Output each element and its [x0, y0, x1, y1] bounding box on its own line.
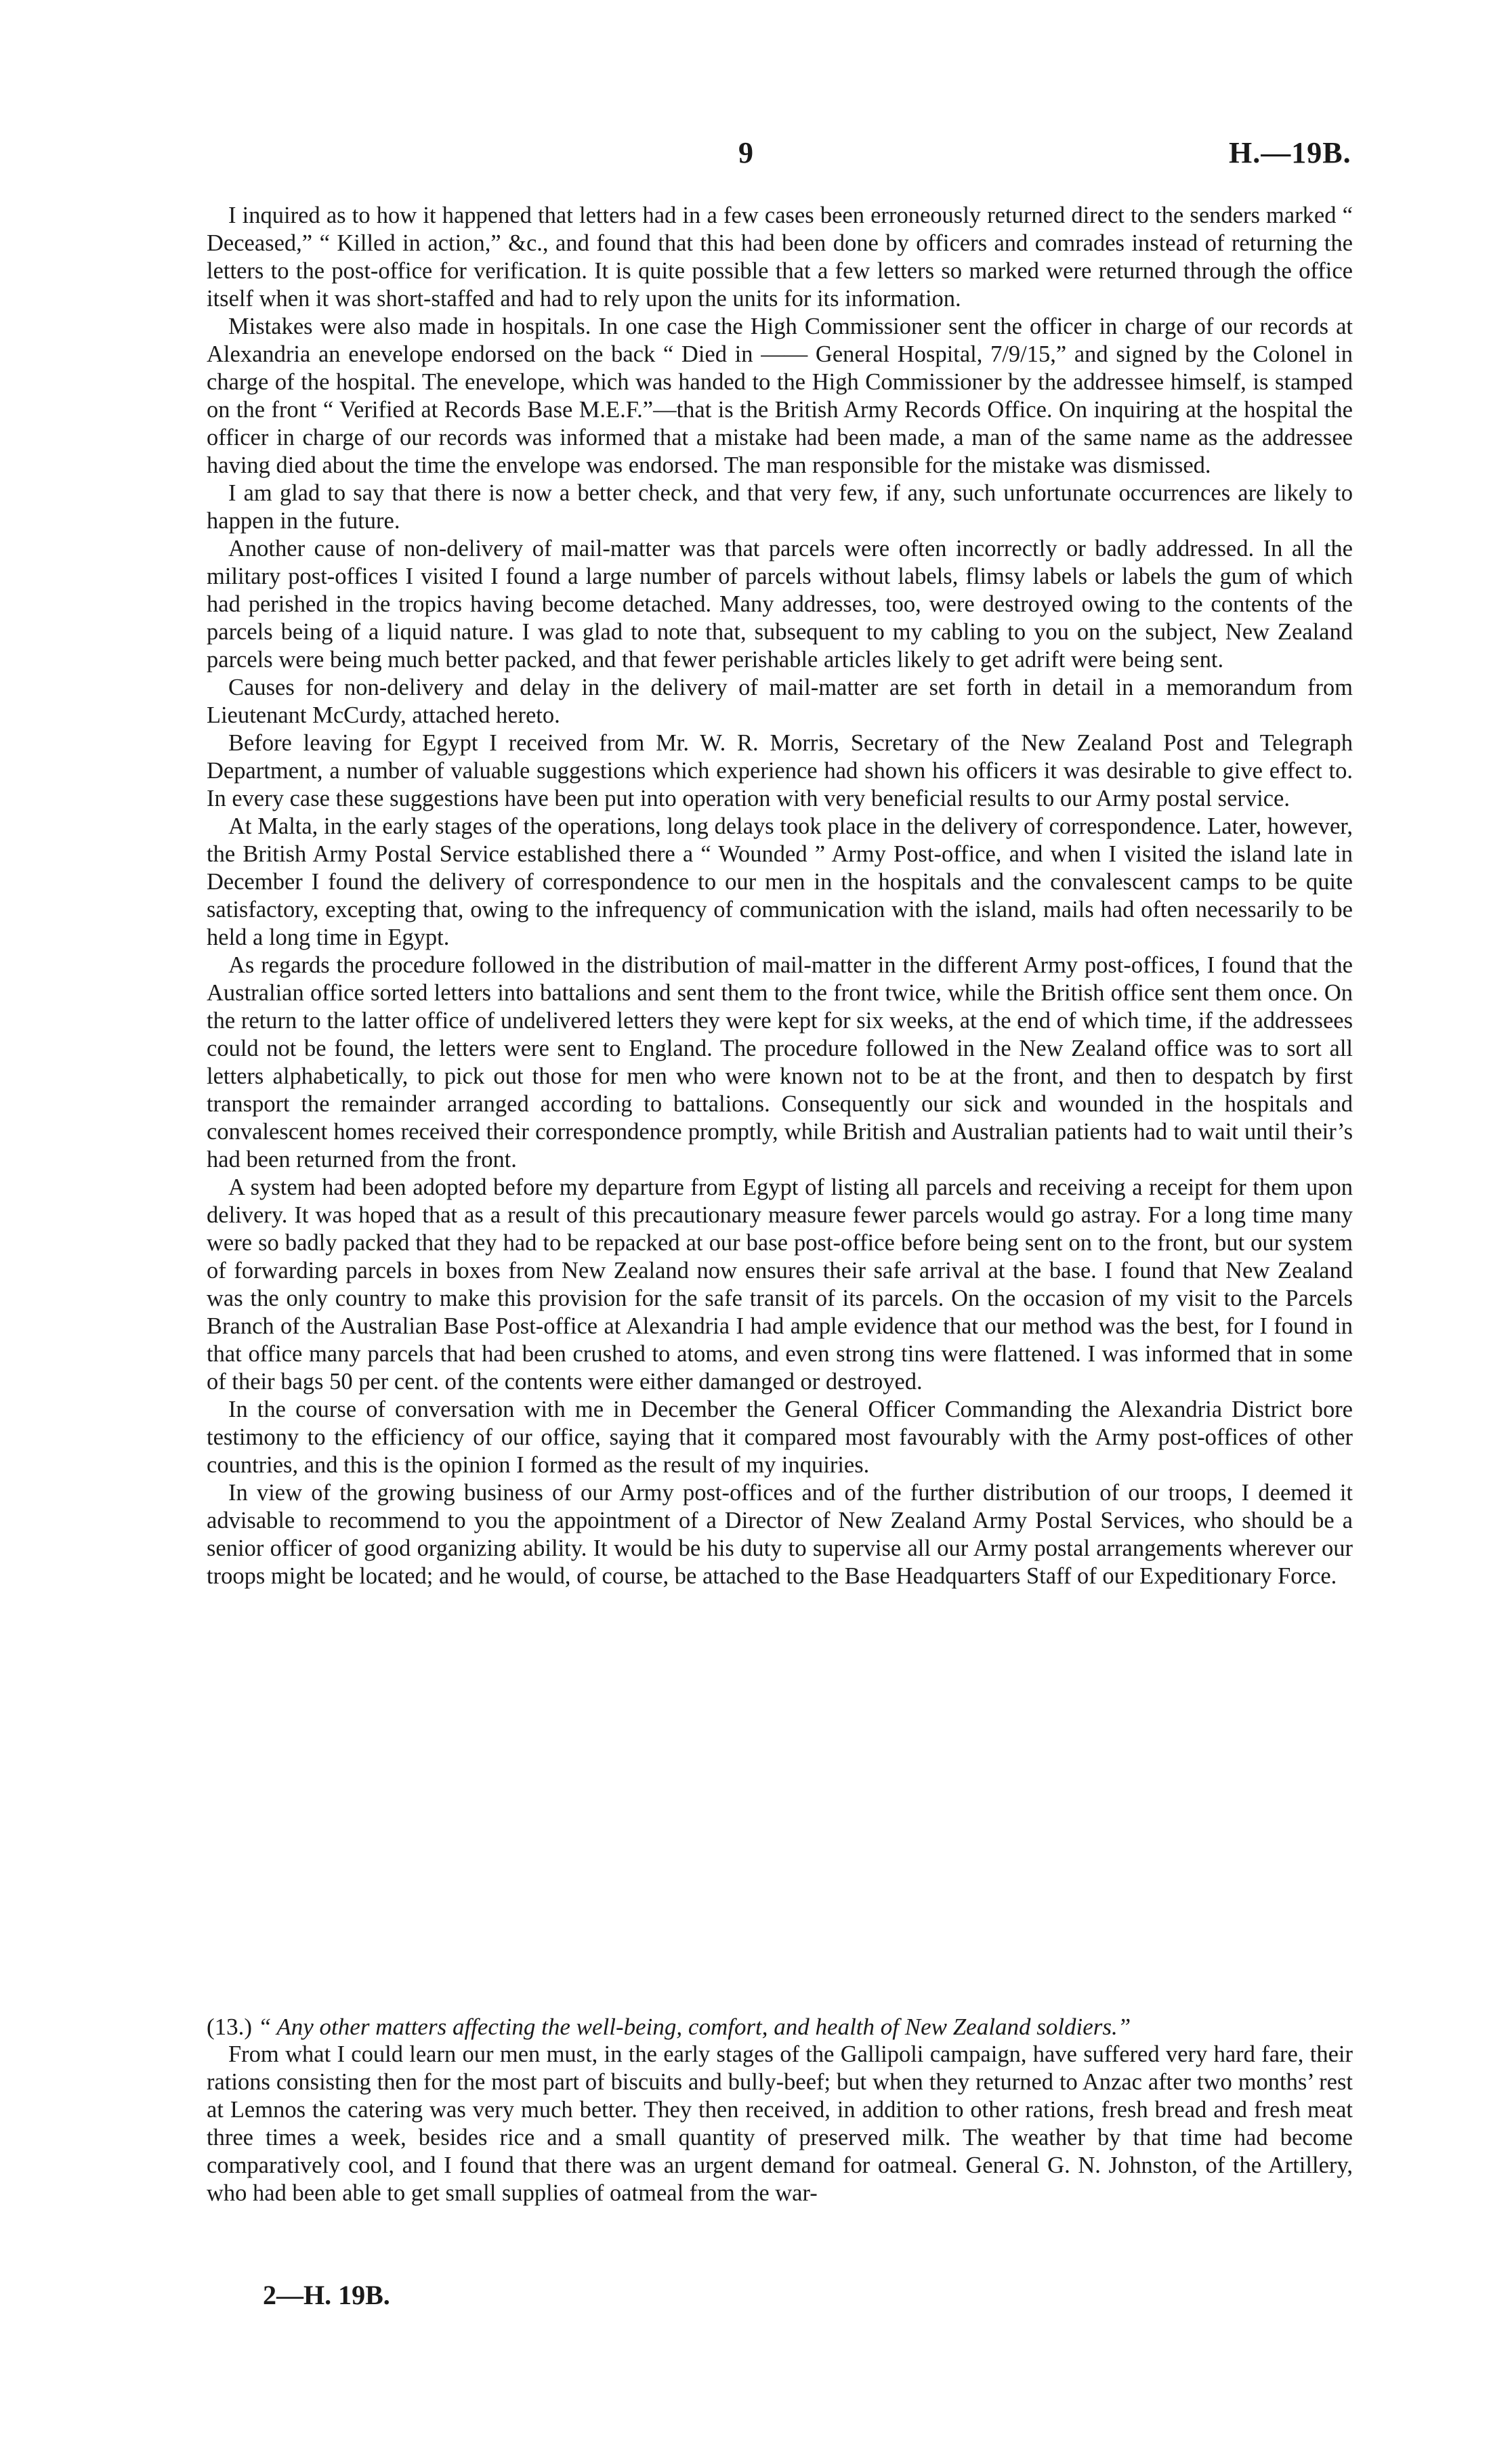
paragraph-director-recommendation: In view of the growing business of our Army post-offices and of the further distribution of our troops, I deemed it advisable to recommend to you the appointment of a Director of New Zealand Army Postal Services, who should be a senior officer of good organizing ability. It would be his duty to supervise all our Army postal arrangements wherever our troops might be located; and he would, of course, be attached to the Base Headquarters Staff of our Expeditionary Force. — [207, 1480, 1353, 1589]
section-heading — [207, 2013, 1353, 2041]
page-header — [0, 135, 1512, 176]
section-number: (13.) — [207, 2014, 253, 2040]
paragraph-rations: From what I could learn our men must, in the early stages of the Gallipoli campaign, have suffered very hard fare, their rations consisting then for the most part of biscuits and bully-beef; but when they returned to Anzac after two months’ rest at Lemnos the catering was very much better. They then received, in addition to other rations, fresh bread and fresh meat three times a week, besides rice and a small quantity of preserved milk. The weather by that time had become comparatively cool, and I found that there was an urgent demand for oatmeal. General G. N. Johnston, of the Artillery, who had been able to get small supplies of oatmeal from the war- — [207, 2041, 1353, 2206]
section-body — [207, 2041, 1353, 2207]
paragraph-distribution-procedure: As regards the procedure followed in the distribution of mail-matter in the different Army post-offices, I found that the Australian office sorted letters into battalions and sent them to the front twice, while the British office sent them once. On the return to the latter office of undelivered letters they were kept for six weeks, at the end of which time, if the addressees could not be found, the letters were sent to England. The procedure followed in the New Zealand office was to sort all letters alphabetically, to pick out those for men who were known not to be at the front, and then to despatch by first transport the remainder arranged according to battalions. Consequently our sick and wounded in the hospitals and convalescent homes received their correspondence promptly, while British and Australian patients had to wait until their’s had been returned from the front. — [207, 952, 1353, 1172]
paragraph-morris-suggestions: Before leaving for Egypt I received from Mr. W. R. Morris, Secretary of the New Zealand Post and Telegraph Department, a number of valuable suggestions which experience had shown his officers it was desirable to give effect to. In every case these suggestions have been put into operation with very beneficial results to our Army postal service. — [207, 730, 1353, 811]
paragraph-general-officer: In the course of conversation with me in December the General Officer Commanding the Alexandria District bore testimony to the efficiency of our office, saying that it compared most favourably with the Army post-offices of other countries, and this is the opinion I formed as the result of my inquiries. — [207, 1397, 1353, 1478]
paragraph-hospital-mistakes: Mistakes were also made in hospitals. In one case the High Commissioner sent the officer in charge of our records at Alexandria an enevelope endorsed on the back “ Died in —— General Hospital, 7/9/15,” and signed by the Colonel in charge of the hospital. The enevelope, which was handed to the High Commissioner by the addressee himself, is stamped on the front “ Verified at Records Base M.E.F.”—that is the British Army Records Office. On inquiring at the hospital the officer in charge of our records was informed that a mistake had been made, a man of the same name as the addressee having died about the time the envelope was endorsed. The man responsible for the mistake was dismissed. — [207, 314, 1353, 478]
paragraph-parcel-listing: A system had been adopted before my departure from Egypt of listing all parcels and receiving a receipt for them upon delivery. It was hoped that as a result of this precautionary measure fewer parcels would go astray. For a long time many were so badly packed that they had to be repacked at our base post-office before being sent on to the front, but our system of forwarding parcels in boxes from New Zealand now ensures their safe arrival at the base. I found that New Zealand was the only country to make this provision for the safe transit of its parcels. On the occasion of my visit to the Parcels Branch of the Australian Base Post-office at Alexandria I had ample evidence that our method was the best, for I found in that office many parcels that had been crushed to atoms, and even strong tins were flattened. I was informed that in some of their bags 50 per cent. of the contents were either damanged or destroyed. — [207, 1174, 1353, 1395]
paragraph-parcel-addressing: Another cause of non-delivery of mail-matter was that parcels were often incorrectly or badly addressed. In all the military post-offices I visited I found a large number of parcels without labels, flimsy labels or labels the gum of which had perished in the tropics having become detached. Many addresses, too, were destroyed owing to the contents of the parcels being of a liquid nature. I was glad to note that, subsequent to my cabling to you on the subject, New Zealand parcels were being much better packed, and that fewer perishable articles likely to get adrift were being sent. — [207, 536, 1353, 673]
page-number: 9 — [738, 136, 753, 169]
paragraph-malta: At Malta, in the early stages of the operations, long delays took place in the delivery of correspondence. Later, however, the British Army Postal Service established there a “ Wounded ” Army Post-office, and when I visited the island late in December I found the delivery of correspondence to our men in the hospitals and the convalescent camps to be quite satisfactory, excepting that, owing to the infrequency of communication with the island, mails had often necessarily to be held a long time in Egypt. — [207, 813, 1353, 950]
paragraph-memorandum: Causes for non-delivery and delay in the delivery of mail-matter are set forth in detail in a memorandum from Lieutenant McCurdy, attached hereto. — [207, 675, 1353, 728]
paragraph-returned-letters: I inquired as to how it happened that letters had in a few cases been erroneously returned direct to the senders marked “ Deceased,” “ Killed in action,” &c., and found that this had been done by officers and comrades instead of returning the letters to the post-office for verification. It is quite possible that a few letters so marked were returned through the office itself when it was short-staffed and had to rely upon the units for its information. — [207, 203, 1353, 312]
section-title: “ Any other matters affecting the well-being, comfort, and health of New Zealand soldiers.” — [257, 2014, 1131, 2040]
body-text — [207, 202, 1353, 1590]
paragraph-better-check: I am glad to say that there is now a better check, and that very few, if any, such unfortunate occurrences are likely to happen in the future. — [207, 480, 1353, 534]
page-footer-signature: 2—H. 19B. — [263, 2280, 390, 2310]
document-reference: H.—19B. — [1229, 136, 1351, 169]
